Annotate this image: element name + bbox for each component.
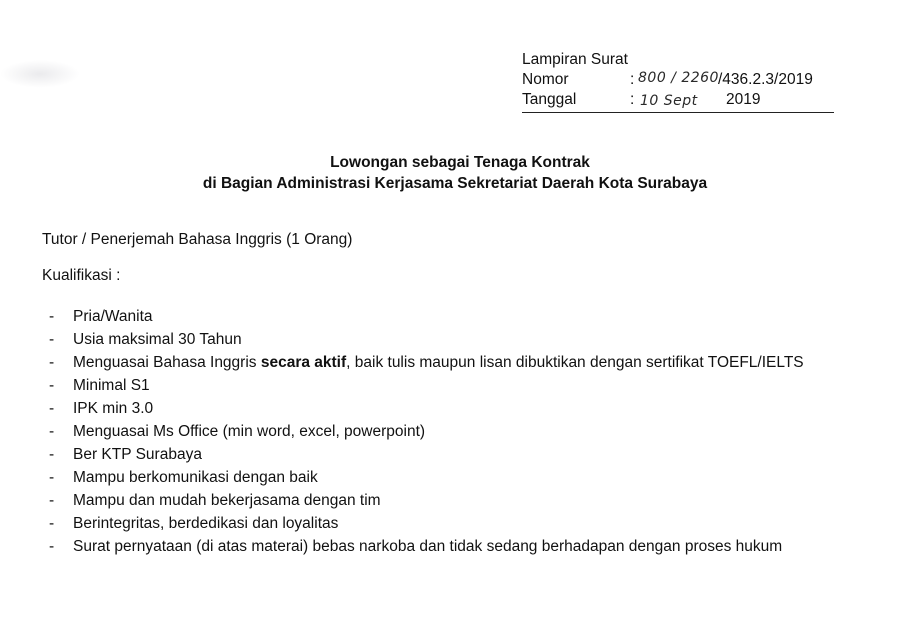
qualification-item xyxy=(49,489,873,512)
qualification-text-before: Menguasai Bahasa Inggris xyxy=(73,354,261,371)
document-title xyxy=(0,152,900,194)
qualification-text: Menguasai Ms Office (min word, excel, powerpoint) xyxy=(73,423,426,440)
tanggal-year: 2019 xyxy=(726,91,761,108)
qualification-text: Usia maksimal 30 Tahun xyxy=(73,331,242,348)
tanggal-handwritten-value: 10 Sept xyxy=(640,93,698,109)
list-bullet: - xyxy=(49,469,55,486)
qualification-text: Minimal S1 xyxy=(73,377,150,394)
list-bullet: - xyxy=(49,423,55,440)
qualification-item xyxy=(49,328,873,351)
list-bullet: - xyxy=(49,492,55,509)
scan-smudge xyxy=(0,60,80,88)
qualification-item xyxy=(49,466,873,489)
qualification-item xyxy=(49,443,873,466)
qualification-text xyxy=(73,354,804,371)
qualification-text: Ber KTP Surabaya xyxy=(73,446,202,463)
position-heading: Tutor / Penerjemah Bahasa Inggris (1 Orang) xyxy=(42,231,353,248)
nomor-row xyxy=(522,70,834,90)
list-bullet: - xyxy=(49,446,55,463)
qualification-text-after: , baik tulis maupun lisan dibuktikan dengan sertifikat TOEFL/IELTS xyxy=(346,354,804,371)
title-line-1: Lowongan sebagai Tenaga Kontrak xyxy=(330,154,590,171)
qualification-text: Surat pernyataan (di atas materai) bebas narkoba dan tidak sedang berhadapan dengan proses hukum xyxy=(73,538,783,555)
qualification-item xyxy=(49,374,873,397)
nomor-handwritten-value: 800 / 2260 xyxy=(638,70,719,86)
nomor-colon: : xyxy=(630,71,635,88)
tanggal-label: Tanggal xyxy=(522,91,577,108)
list-bullet: - xyxy=(49,354,55,371)
list-bullet: - xyxy=(49,377,55,394)
qualification-list xyxy=(49,305,873,558)
tanggal-colon: : xyxy=(630,91,635,108)
header-underline xyxy=(522,112,834,113)
nomor-suffix: /436.2.3/2019 xyxy=(718,71,813,88)
qualification-text: IPK min 3.0 xyxy=(73,400,154,417)
tanggal-row xyxy=(522,90,834,110)
qualification-item xyxy=(49,397,873,420)
qualification-text: Mampu berkomunikasi dengan baik xyxy=(73,469,318,486)
title-line-2: di Bagian Administrasi Kerjasama Sekretariat Daerah Kota Surabaya xyxy=(202,175,708,192)
qualification-item xyxy=(49,535,873,558)
letter-attachment-header xyxy=(522,50,834,110)
qualification-text: Berintegritas, berdedikasi dan loyalitas xyxy=(73,515,339,532)
list-bullet: - xyxy=(49,400,55,417)
list-bullet: - xyxy=(49,515,55,532)
list-bullet: - xyxy=(49,308,55,325)
qualification-text: Pria/Wanita xyxy=(73,308,153,325)
qualification-text-bold: secara aktif xyxy=(260,354,347,371)
list-bullet: - xyxy=(49,538,55,555)
lampiran-label: Lampiran Surat xyxy=(522,51,628,68)
qualification-item xyxy=(49,512,873,535)
qualification-item xyxy=(49,420,873,443)
lampiran-row xyxy=(522,50,834,70)
kualifikasi-label: Kualifikasi : xyxy=(42,267,121,284)
nomor-label: Nomor xyxy=(522,71,569,88)
qualification-item xyxy=(49,305,873,328)
list-bullet: - xyxy=(49,331,55,348)
qualification-item xyxy=(49,351,873,374)
qualification-text: Mampu dan mudah bekerjasama dengan tim xyxy=(73,492,381,509)
